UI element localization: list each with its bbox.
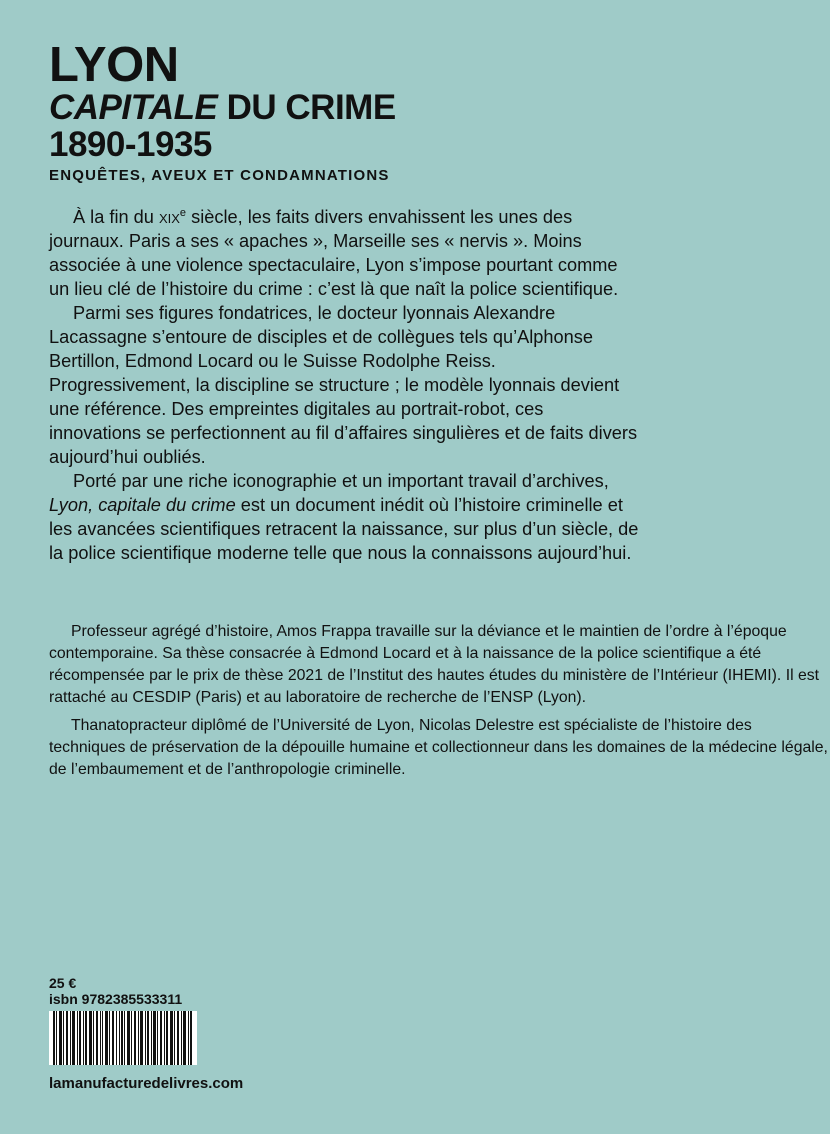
book-years: 1890-1935 (49, 125, 212, 164)
subtitle-italic-part: CAPITALE (49, 88, 218, 127)
subtitle-rest: DU CRIME (217, 88, 396, 127)
century-numeral: xix (158, 207, 180, 227)
summary-p1-start: À la fin du (73, 207, 159, 227)
book-kicker: ENQUÊTES, AVEUX ET CONDAMNATIONS (49, 167, 390, 184)
book-title: LYON (49, 38, 179, 92)
summary-p3-end: est un document inédit où l’histoire criminelle et les avancées scientifiques retracent la naissance, sur plus d’un siècle, de la police scientifique moderne telle que nous la connaissons aujourd’hui. (49, 495, 639, 563)
summary-paragraph-2: Parmi ses figures fondatrices, le docteur lyonnais Alexandre Lacassagne s’entoure de disciples et de collègues tels qu’Alphonse Bertillon, Edmond Locard ou le Suisse Rodolphe Reiss. Progressivement, la discipline se structure ; le modèle lyonnais devient une référence. Des empreintes digitales au portrait-robot, ces innovations se perfectionnent au fil d’affaires singulières et de faits divers aujourd’hui oubliés. (49, 303, 638, 467)
summary-p3-start: Porté par une riche iconographie et un important travail d’archives, (73, 471, 609, 491)
summary-paragraph-3 (49, 469, 639, 565)
title-block (49, 40, 749, 186)
summary-p1-end: siècle, les faits divers envahissent les unes des journaux. Paris a ses « apaches », Marseille ses « nervis ». Moins associée à une violence spectaculaire, Lyon s’impose pourtant comme un lieu clé de l’histoire du crime : c’est là que naît la police scientifique. (49, 207, 619, 299)
century-superscript: e (179, 206, 187, 219)
summary-text (49, 205, 639, 565)
isbn: isbn 9782385533311 (49, 991, 183, 1007)
author-bios (49, 621, 829, 781)
book-subtitle (49, 90, 749, 126)
barcode-icon (53, 1011, 193, 1065)
author-bio-frappa: Professeur agrégé d’histoire, Amos Frappa travaille sur la déviance et le maintien de l’ordre à l’époque contemporaine. Sa thèse consacrée à Edmond Locard et à la naissance de la police scientifique a été récompensée par le prix de thèse 2021 de l’Institut des hautes études du ministère de l’Intérieur (IHEMI). Il est rattaché au CESDIP (Paris) et au laboratoire de recherche de l’ENSP (Lyon). (49, 623, 820, 706)
summary-paragraph-1 (49, 205, 639, 301)
publisher-website: lamanufacturedelivres.com (49, 1075, 244, 1092)
author-bio-delestre: Thanatopracteur diplômé de l’Université de Lyon, Nicolas Delestre est spécialiste de l’histoire des techniques de préservation de la dépouille humaine et collectionneur dans les domaines de la médecine légale, de l’embaumement et de l’anthropologie criminelle. (49, 717, 828, 778)
book-title-inline: Lyon, capitale du crime (49, 495, 236, 515)
barcode (49, 1011, 197, 1065)
price: 25 € (49, 975, 77, 991)
